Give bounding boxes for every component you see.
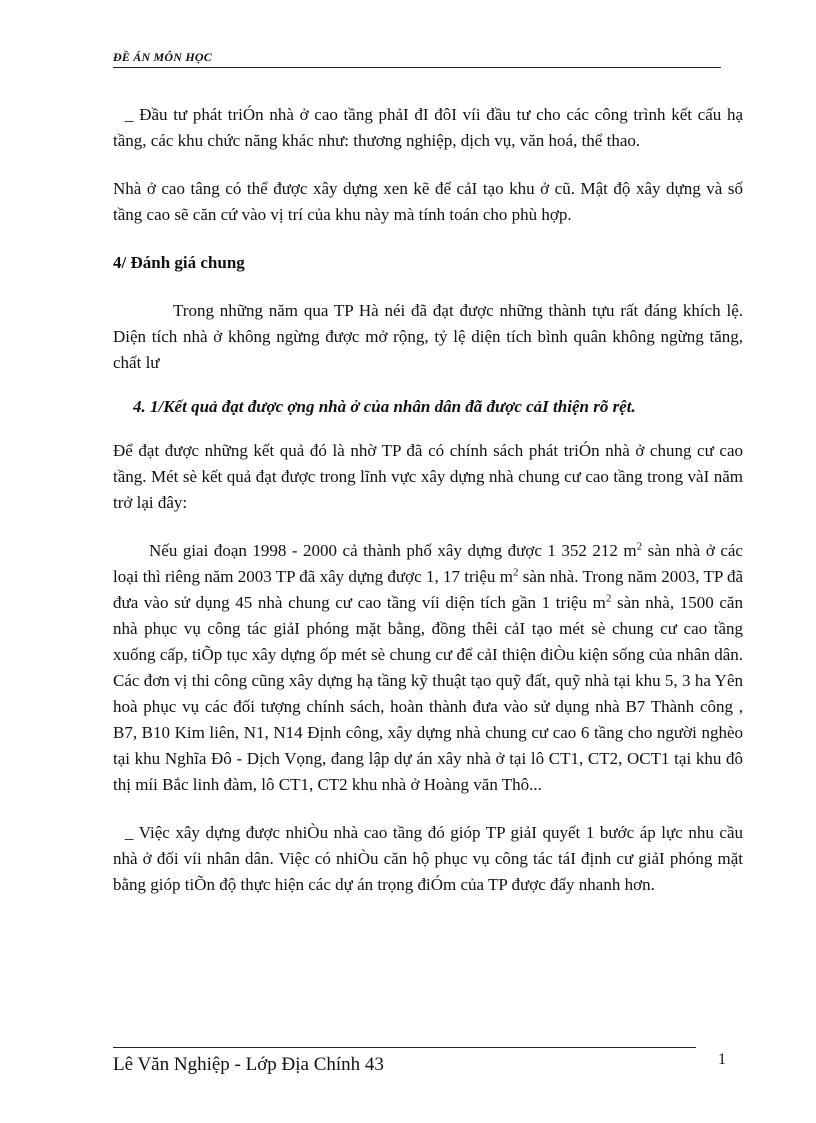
results-text-1: Nếu giai đoạn 1998 - 2000 cả thành phố xây dựng được 1 352 212 m (149, 541, 637, 560)
results-text-4: sàn nhà, 1500 căn nhà phục vụ công tác giảI phóng mặt bằng, đồng thêi cảI tạo mét sè chung cư cao tầng xuống cấp, tiÕp tục xây dựng ốp mét sè chung cư để cảI thiện điÒu kiện sống của nhân dân. Các đơn vị thi công cũng xây dựng hạ tầng kỹ thuật tạo quỹ đất, quỹ nhà tại khu 5, 3 ha Yên hoà phục vụ các đối tượng chính sách, hoàn thành đưa vào sử dụng nhà B7 Thành công , B7, B10 Kim liên, N1, N14 Định công, xây dựng nhà chung cư cao 6 tầng cho người nghèo tại khu Nghĩa Đô - Dịch Vọng, đang lập dự án xây nhà ở tại lô CT1, CT2, OCT1 tại khu đô thị míi Bắc linh đàm, lô CT1, CT2 khu nhà ở Hoàng văn Thô... (113, 593, 743, 794)
subsection-title: 4. 1/Kết quả đạt được ợng nhà ở của nhân dân đã được cảI thiện rõ rệt. (133, 397, 636, 416)
paragraph-results-detail (113, 538, 743, 798)
paragraph-overview: Trong những năm qua TP Hà néi đã đạt được những thành tựu rất đáng khích lệ. Diện tích nhà ở không ngừng được mở rộng, tỷ lệ diện tích bình quân không ngừng tăng, chất lư (113, 301, 743, 372)
document-body (113, 102, 743, 898)
superscript-2: 2 (636, 540, 643, 553)
page-header (113, 48, 721, 68)
superscript-2: 2 (605, 592, 612, 605)
section-title: 4/ Đánh giá chung (113, 253, 245, 272)
page-footer (113, 1047, 696, 1076)
paragraph-high-rise: Nhà ở cao tâng có thể được xây dựng xen kẽ để cảI tạo khu ở cũ. Mật độ xây dựng và số tầng cao sẽ căn cứ vào vị trí của khu này mà tính toán cho phù hợp. (113, 179, 743, 224)
results-text-3: sàn nhà. Trong năm 2003, TP đã đưa vào sử dụng 45 nhà chung cư cao tầng víi diện tích gần 1 triệu m (113, 567, 744, 612)
paragraph-benefits: _ Việc xây dựng được nhiÒu nhà cao tầng đó gióp TP giảI quyết 1 bước áp lực nhu cầu nhà ở đối víi nhân dân. Việc có nhiÒu căn hộ phục vụ công tác táI định cư giảI phóng mặt bằng gióp tiÕn độ thực hiện các dự án trọng điÓm của TP được đẩy nhanh hơn. (113, 823, 743, 894)
footer-author: Lê Văn Nghiệp - Lớp Địa Chính 43 (113, 1054, 384, 1075)
superscript-2: 2 (512, 566, 519, 579)
paragraph-results-intro: Để đạt được những kết quả đó là nhờ TP đã có chính sách phát triÓn nhà ở chung cư cao tầng. Mét sè kết quả đạt được trong lĩnh vực xây dựng nhà chung cư cao tầng trong vàI năm trở lại đây: (113, 441, 743, 512)
paragraph-investment: _ Đầu tư phát triÓn nhà ở cao tầng phảI đI đôI víi đầu tư cho các công trình kết cấu hạ tầng, các khu chức năng khác như: thương nghiệp, dịch vụ, văn hoá, thể thao. (113, 105, 743, 150)
header-title: ĐỀ ÁN MÔN HỌC (113, 50, 212, 64)
page-number: 1 (718, 1051, 726, 1068)
results-text-2: sàn nhà ở các loại thì riêng năm 2003 TP đã xây dựng được 1, 17 triệu m (113, 541, 743, 586)
